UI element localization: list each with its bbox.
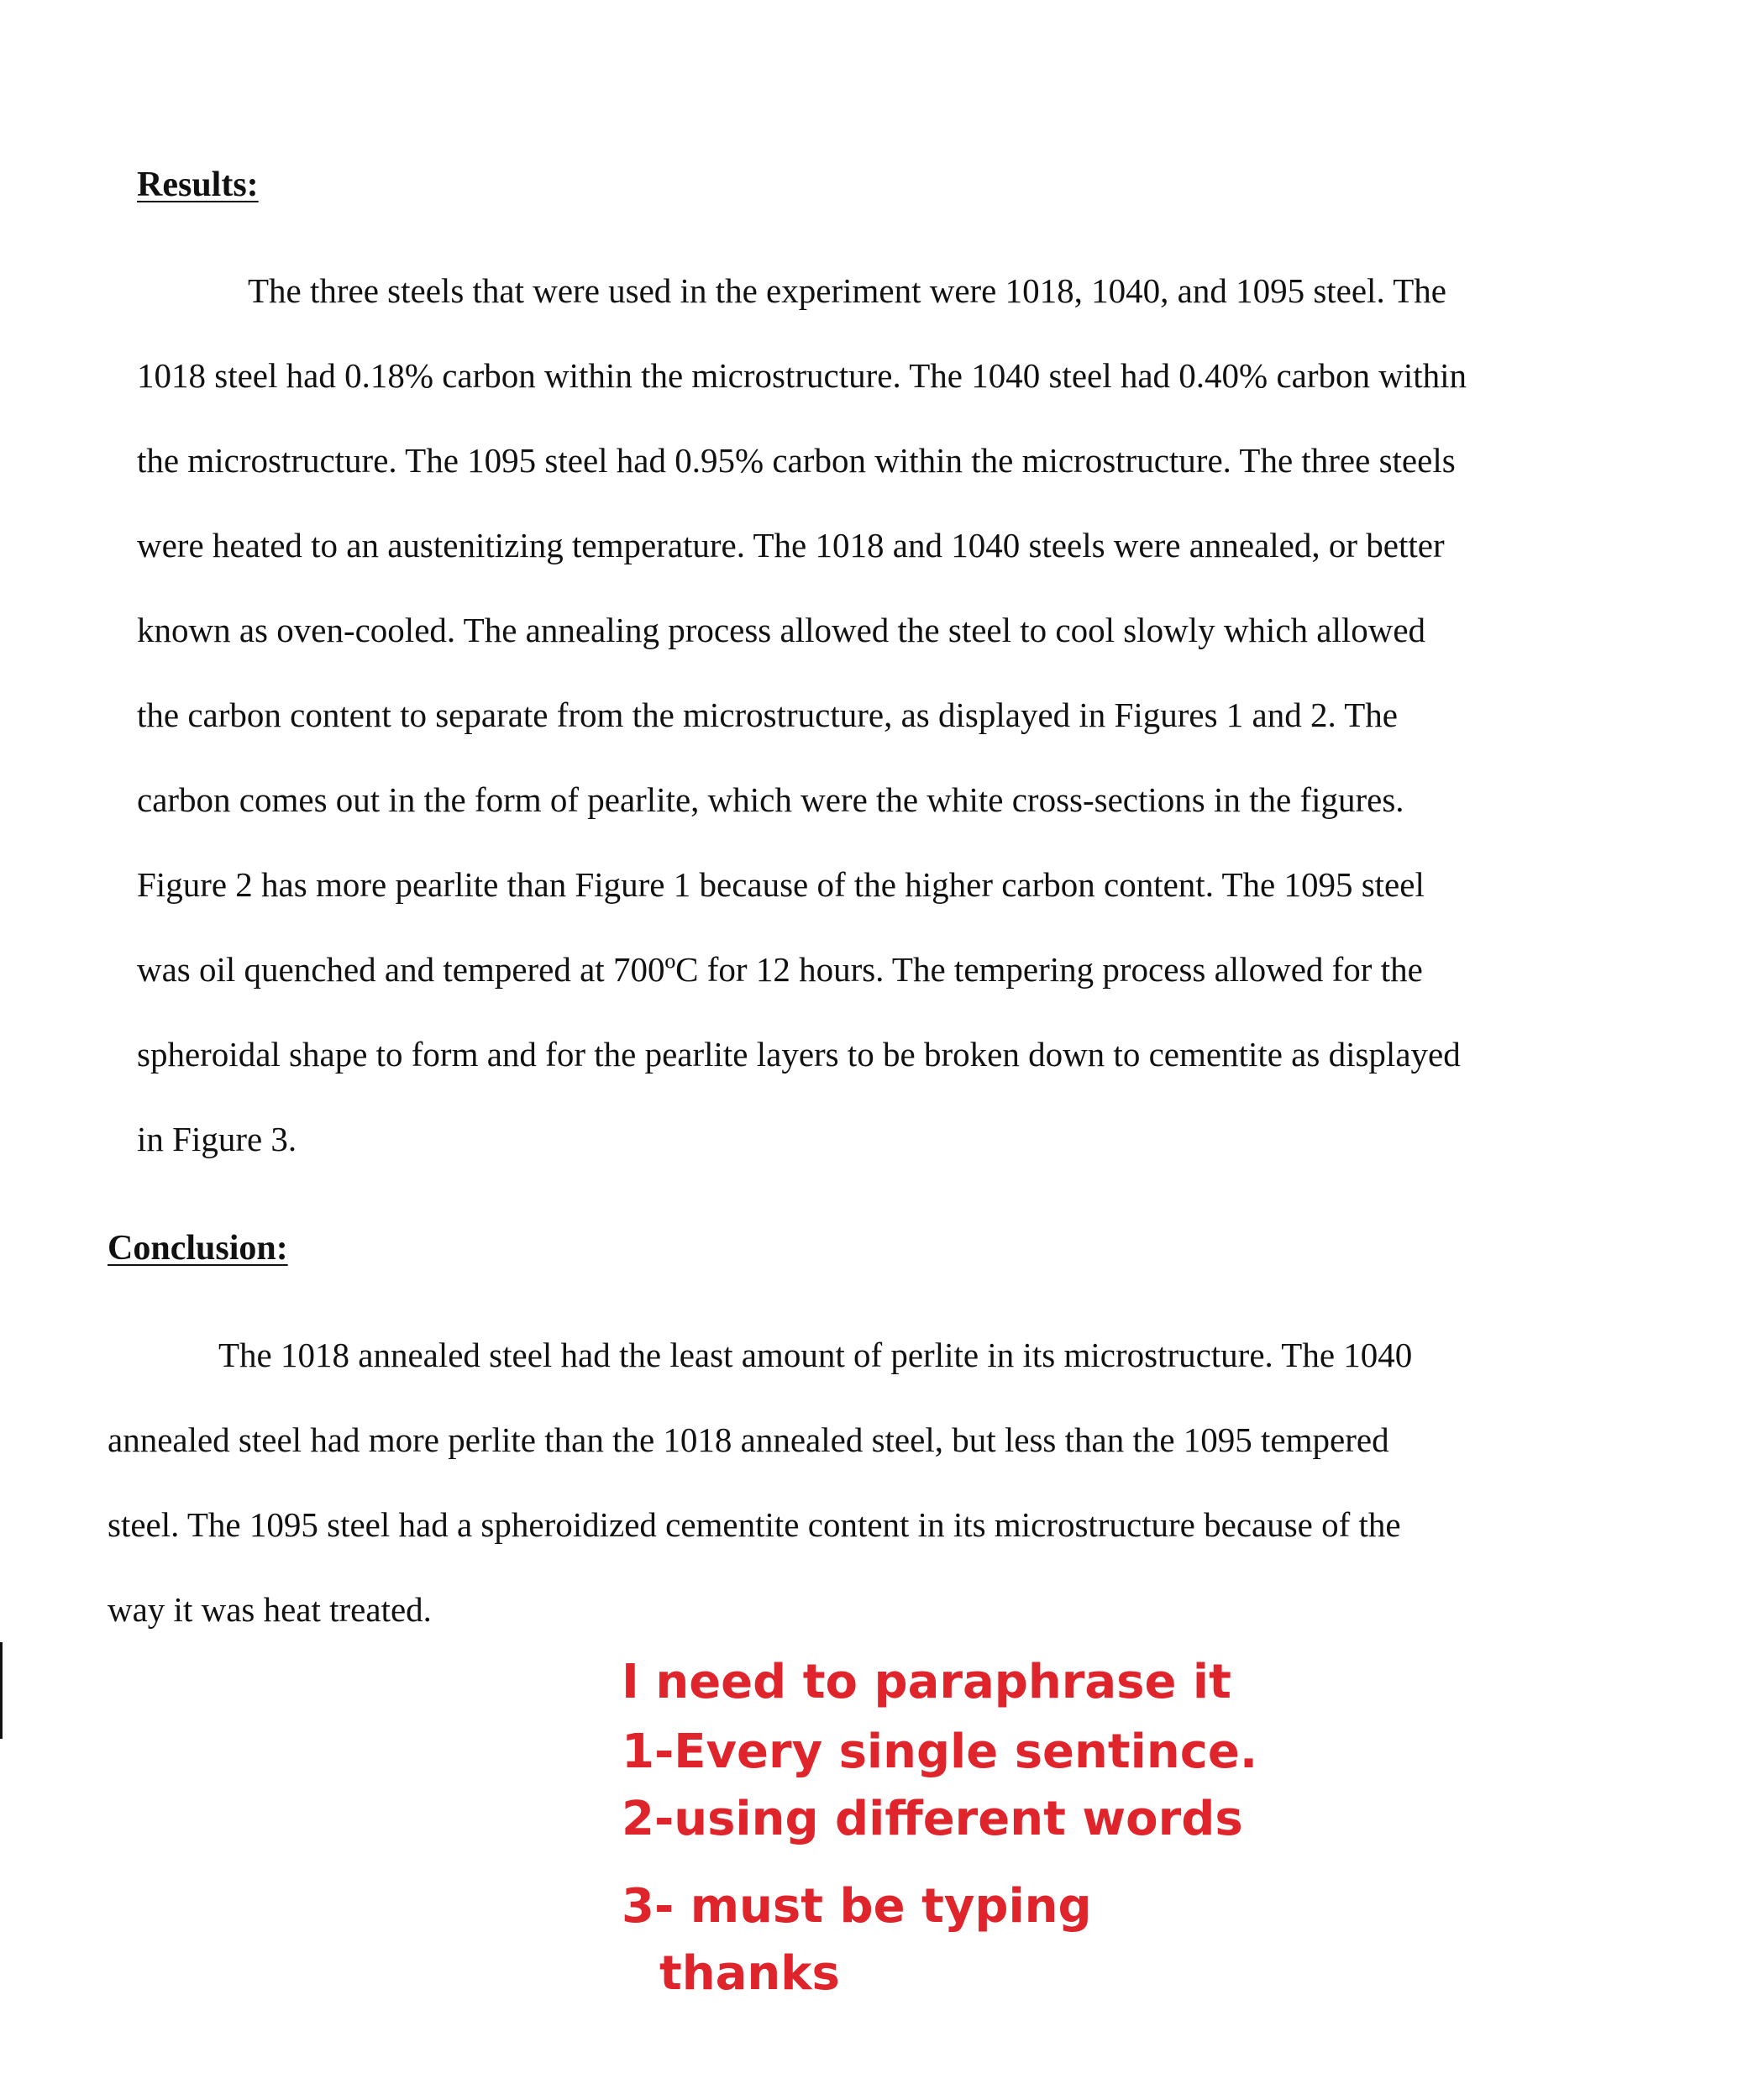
results-line: were heated to an austenitizing temperature. The 1018 and 1040 steels were annealed, or better xyxy=(137,526,1445,564)
note-line: thanks xyxy=(659,1946,840,2001)
results-line: in Figure 3. xyxy=(137,1120,297,1158)
results-line: Figure 2 has more pearlite than Figure 1 because of the higher carbon content. The 1095 steel xyxy=(137,865,1425,904)
note-line: I need to paraphrase it xyxy=(622,1655,1231,1709)
conclusion-line: annealed steel had more perlite than the 1018 annealed steel, but less than the 1095 tempered xyxy=(108,1420,1389,1459)
results-heading: Results: xyxy=(137,165,259,204)
results-line: the carbon content to separate from the microstructure, as displayed in Figures 1 and 2. The xyxy=(137,696,1398,734)
results-line: the microstructure. The 1095 steel had 0.95% carbon within the microstructure. The three steels xyxy=(137,441,1456,480)
note-line: 3- must be typing xyxy=(622,1879,1092,1934)
conclusion-line: way it was heat treated. xyxy=(108,1590,432,1629)
results-line: known as oven-cooled. The annealing process allowed the steel to cool slowly which allowed xyxy=(137,611,1426,649)
results-line: The three steels that were used in the experiment were 1018, 1040, and 1095 steel. The xyxy=(248,271,1446,310)
margin-bar xyxy=(0,1642,3,1739)
results-line: 1018 steel had 0.18% carbon within the microstructure. The 1040 steel had 0.40% carbon within xyxy=(137,356,1467,395)
results-line: carbon comes out in the form of pearlite, which were the white cross-sections in the figures. xyxy=(137,780,1404,819)
results-line: spheroidal shape to form and for the pearlite layers to be broken down to cementite as displayed xyxy=(137,1035,1461,1074)
results-line: was oil quenched and tempered at 700ºC for 12 hours. The tempering process allowed for the xyxy=(137,950,1423,989)
conclusion-line: steel. The 1095 steel had a spheroidized cementite content in its microstructure because of the xyxy=(108,1505,1401,1544)
note-line: 2-using different words xyxy=(622,1792,1243,1846)
conclusion-heading: Conclusion: xyxy=(108,1229,288,1268)
conclusion-line: The 1018 annealed steel had the least amount of perlite in its microstructure. The 1040 xyxy=(218,1336,1413,1374)
note-line: 1-Every single sentince. xyxy=(622,1725,1258,1779)
